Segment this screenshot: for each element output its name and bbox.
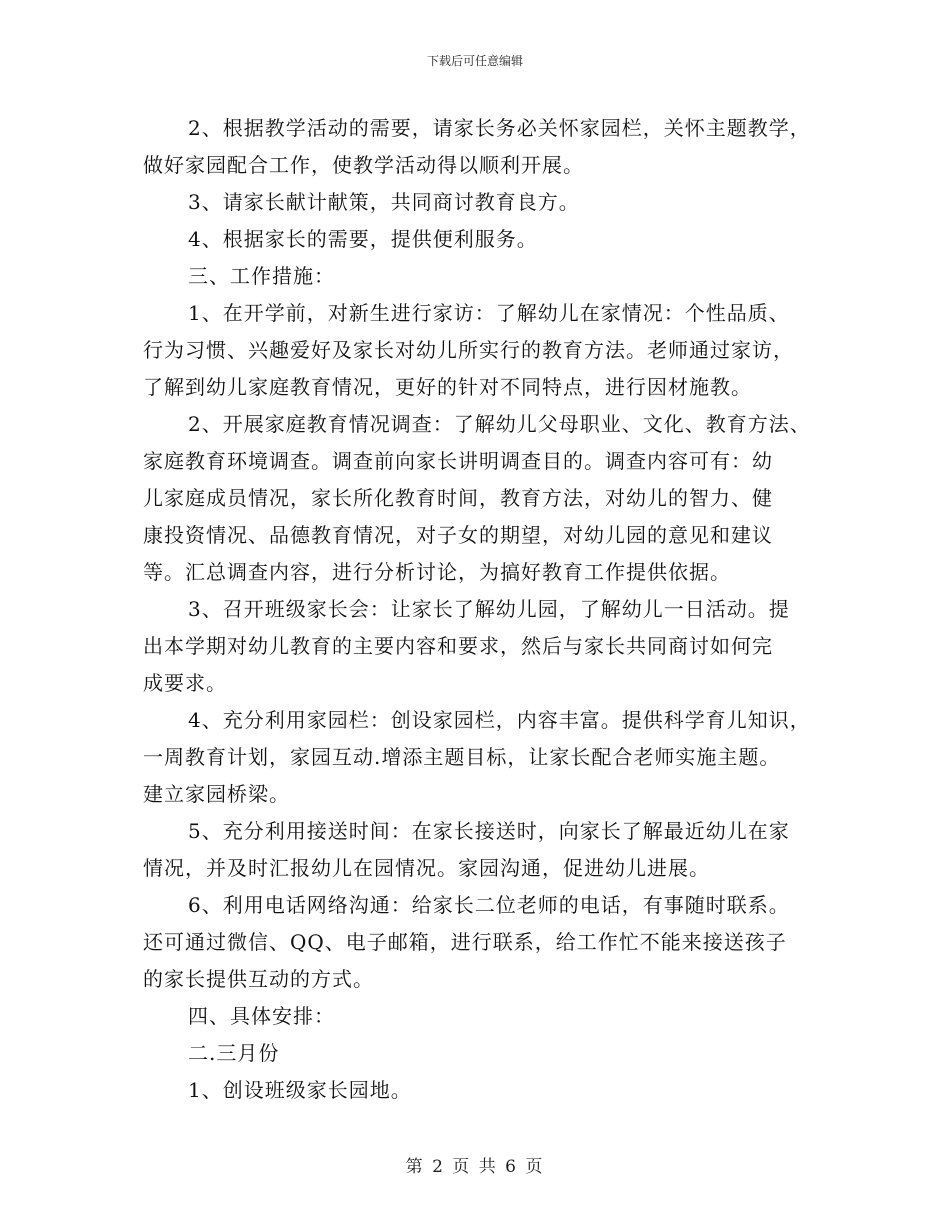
- text-line: 行为习惯、兴趣爱好及家长对幼儿所实行的教育方法。老师通过家访，: [143, 338, 794, 362]
- text-line: 出本学期对幼儿教育的主要内容和要求，然后与家长共同商讨如何完: [143, 634, 773, 658]
- text-line: 儿家庭成员情况，家长所化教育时间，教育方法，对幼儿的智力、健: [143, 486, 773, 510]
- text-line: 康投资情况、品德教育情况，对子女的期望，对幼儿园的意见和建议: [143, 523, 773, 547]
- text-line: 4、根据家长的需要，提供便利服务。: [188, 227, 538, 251]
- text-line: 1、在开学前，对新生进行家访：了解幼儿在家情况：个性品质、: [188, 301, 790, 325]
- text-line: 2、根据教学活动的需要，请家长务必关怀家园栏，关怀主题教学，: [188, 116, 811, 140]
- text-line: 三、工作措施：: [188, 264, 335, 288]
- text-line: 成要求。: [143, 671, 227, 695]
- text-line: 还可通过微信、QQ、电子邮箱，进行联系，给工作忙不能来接送孩子: [143, 930, 787, 954]
- text-line: 二.三月份: [188, 1041, 280, 1065]
- text-line: 3、召开班级家长会：让家长了解幼儿园，了解幼儿一日活动。提: [188, 597, 790, 621]
- text-line: 3、请家长献计献策，共同商讨教育良方。: [188, 190, 580, 214]
- text-line: 四、具体安排：: [188, 1004, 335, 1028]
- text-line: 做好家园配合工作，使教学活动得以顺利开展。: [143, 153, 584, 177]
- text-line: 建立家园桥梁。: [143, 782, 290, 806]
- page-footer: 第 2 页 共 6 页: [405, 1157, 545, 1177]
- text-line: 5、充分利用接送时间：在家长接送时，向家长了解最近幼儿在家: [188, 819, 790, 843]
- text-line: 了解到幼儿家庭教育情况，更好的针对不同特点，进行因材施教。: [143, 375, 752, 399]
- text-line: 6、利用电话网络沟通：给家长二位老师的电话，有事随时联系。: [188, 893, 790, 917]
- document-body: [143, 110, 833, 1109]
- page-header: 下载后可任意编辑: [426, 54, 523, 68]
- text-line: 家庭教育环境调查。调查前向家长讲明调查目的。调查内容可有：幼: [143, 449, 773, 473]
- text-line: 4、充分利用家园栏：创设家园栏，内容丰富。提供科学育儿知识，: [188, 708, 811, 732]
- text-line: 等。汇总调查内容，进行分析讨论，为搞好教育工作提供依据。: [143, 560, 731, 584]
- text-line: 的家长提供互动的方式。: [143, 967, 374, 991]
- text-line: 一周教育计划，家园互动.增添主题目标，让家长配合老师实施主题。: [143, 745, 781, 769]
- text-line: 情况，并及时汇报幼儿在园情况。家园沟通，促进幼儿进展。: [143, 856, 710, 880]
- text-line: 2、开展家庭教育情况调查：了解幼儿父母职业、文化、教育方法、: [188, 412, 811, 436]
- text-line: 1、创设班级家长园地。: [188, 1078, 412, 1102]
